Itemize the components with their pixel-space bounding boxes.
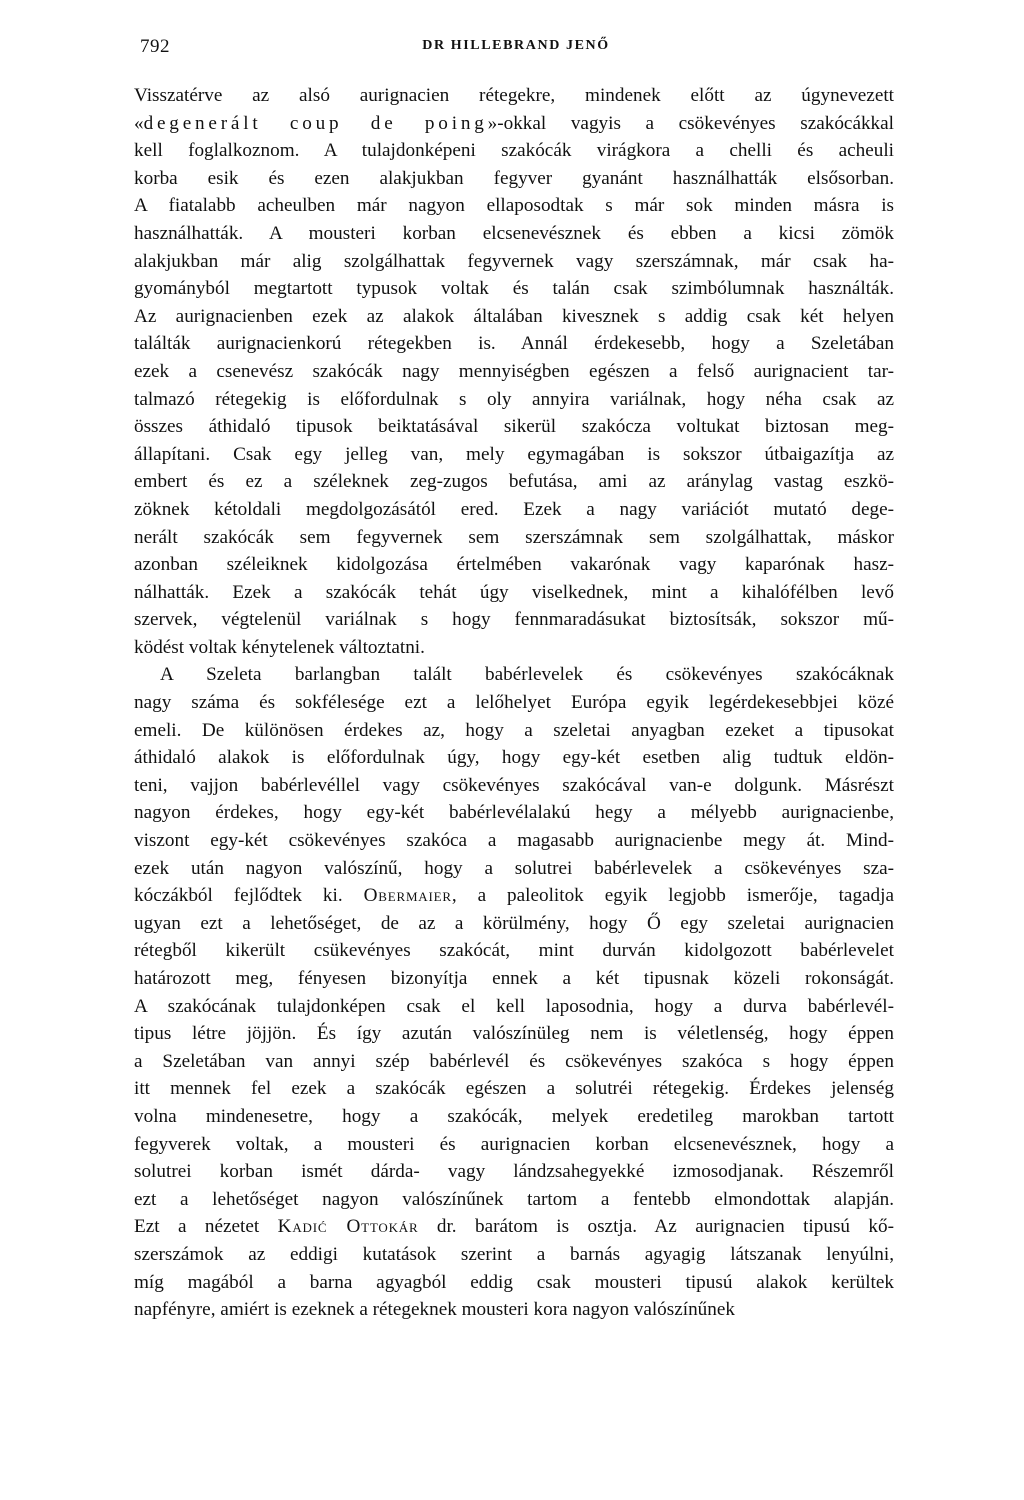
line-text: rétegből kikerült csükevényes szakócát, mint durván kidolgozott babérlevelet: [134, 940, 894, 962]
text-line: [134, 1213, 894, 1241]
paragraph: [134, 661, 894, 1323]
text-line: [134, 1075, 894, 1103]
text-line: [134, 496, 894, 524]
line-text: gyományból megtartott typusok voltak és talán csak szimbólumnak használták.: [134, 278, 894, 300]
line-text: volna mindenesetre, hogy a szakócák, melyek eredetileg marokban tartott: [134, 1105, 894, 1127]
text-line: [134, 275, 894, 303]
text-line: [134, 1158, 894, 1186]
text-line: [134, 137, 894, 165]
text-line: [134, 1048, 894, 1076]
line-text: A fiatalabb acheulben már nagyon ellaposodtak s már sok minden másra is: [134, 195, 894, 217]
line-text: Visszatérve az alsó aurignacien rétegekre, mindenek előtt az úgynevezett: [134, 85, 894, 106]
line-text: ködést voltak kénytelenek változtatni.: [134, 636, 425, 658]
text-line: [134, 82, 894, 110]
line-text: zöknek kétoldali megdolgozásától ered. Ezek a nagy variációt mutató dege-: [134, 498, 894, 520]
line-text: A szakócának tulajdonképen csak el kell laposodnia, hogy a durva babérlevél-: [134, 995, 894, 1017]
line-text: találták aurignacienkorú rétegekben is. Annál érdekesebb, hogy a Szeletában: [134, 333, 894, 355]
spaced-term: degenerált coup de poing: [143, 112, 488, 134]
line-text: nagyon érdekes, hogy egy-két babérlevélalakú hegy a mélyebb aurignacienbe,: [134, 802, 894, 824]
text-line: [134, 1103, 894, 1131]
text-line: [134, 1131, 894, 1159]
author-name: Obermaier: [363, 885, 452, 907]
text-line: [134, 1020, 894, 1048]
line-text-continued: , a paleolitok egyik legjobb ismerője, tagadja: [451, 885, 894, 907]
line-text: talmazó rétegekig is előfordulnak s oly annyira variálnak, hogy néha csak az: [134, 388, 894, 410]
text-line: [134, 330, 894, 358]
line-text: összes áthidaló tipusok beiktatásával sikerül szakócza voltukat biztosan meg-: [134, 416, 894, 438]
text-line: [134, 248, 894, 276]
line-text: ezt a lehetőséget nagyon valószínűnek tartom a fentebb elmondottak alapján.: [134, 1188, 894, 1210]
line-text: a Szeletában van annyi szép babérlevél és csökevényes szakóca s hogy éppen: [134, 1050, 894, 1072]
line-text: határozott meg, fényesen bizonyítja ennek a két tipusnak közeli rokonságát.: [134, 968, 894, 989]
text-line: [134, 579, 894, 607]
line-text: tipus létre jöjjön. És így azután valószínüleg nem is véletlenség, hogy éppen: [134, 1023, 894, 1045]
body-text: [134, 82, 894, 1324]
page-header: [140, 36, 892, 64]
text-line: [134, 772, 894, 800]
text-line: [134, 634, 894, 662]
line-text: itt mennek fel ezek a szakócák egészen a solutréi rétegekig. Érdekes jelenség: [134, 1078, 894, 1100]
line-text: szervek, végtelenül variálnak s hogy fennmaradásukat biztosítsák, sokszor mű-: [134, 609, 894, 631]
text-line: [134, 717, 894, 745]
text-line: [134, 110, 894, 138]
line-text: nerált szakócák sem fegyvernek sem szerszámnak sem szolgálhattak, máskor: [134, 526, 894, 548]
text-line: [134, 799, 894, 827]
line-text: míg magából a barna agyagból eddig csak mousteri tipusú alakok kerültek: [134, 1271, 894, 1293]
text-line: [134, 993, 894, 1021]
text-line: [134, 937, 894, 965]
paragraph: [134, 82, 894, 661]
text-line: [134, 551, 894, 579]
line-text: szerszámok az eddigi kutatások szerint a barnás agyagig látszanak lenyúlni,: [134, 1243, 894, 1265]
page-number: 792: [140, 36, 170, 57]
text-line: [134, 744, 894, 772]
text-line: [134, 965, 894, 993]
line-text: solutrei korban ismét dárda- vagy lándzsahegyekké izmosodjanak. Részemről: [134, 1161, 894, 1183]
text-line: [134, 468, 894, 496]
quote-mark: «: [134, 112, 144, 134]
line-text: kóczákból fejlődtek ki.: [134, 885, 364, 907]
text-line: [134, 358, 894, 386]
text-line: [134, 1186, 894, 1214]
text-line: [134, 1241, 894, 1269]
line-text: ezek után nagyon valószínű, hogy a solutrei babérlevelek a csökevényes sza-: [134, 857, 894, 879]
text-line: [134, 827, 894, 855]
line-text: fegyverek voltak, a mousteri és aurignacien korban elcsenevésznek, hogy a: [134, 1133, 894, 1155]
line-text: A Szeleta barlangban talált babérlevelek és csökevényes szakócáknak: [160, 664, 894, 686]
line-text: állapítani. Csak egy jelleg van, mely egymagában is sokszor útbaigazítja az: [134, 443, 894, 465]
text-line: [134, 855, 894, 883]
author-name: Kadić Ottokár: [277, 1216, 419, 1238]
text-line: [134, 1269, 894, 1297]
line-text: áthidaló alakok is előfordulnak úgy, hogy egy-két esetben alig tudtuk eldön-: [134, 747, 894, 769]
line-text: Az aurignacienben ezek az alakok általában kivesznek s addig csak két helyen: [134, 305, 894, 327]
line-text: használhatták. A mousteri korban elcsenevésznek és ebben a kicsi zömök: [134, 222, 894, 244]
line-text: ezek a csenevész szakócák nagy mennyiségben egészen a felső aurignacient tar-: [134, 360, 894, 382]
line-text-continued: dr. barátom is osztja. Az aurignacien tipusú kő-: [418, 1216, 895, 1238]
text-line: [134, 524, 894, 552]
text-line: [134, 882, 894, 910]
text-line: [134, 413, 894, 441]
line-text: nálhatták. Ezek a szakócák tehát úgy viselkednek, mint a kihalófélben levő: [134, 581, 894, 603]
line-text: teni, vajjon babérlevéllel vagy csökevényes szakócával van-e dolgunk. Másrészt: [134, 774, 894, 796]
line-text: emeli. De különösen érdekes az, hogy a szeletai anyagban ezeket a tipusokat: [134, 719, 894, 741]
text-line: [134, 165, 894, 193]
line-text: napfényre, amiért is ezeknek a rétegeknek mousteri kora nagyon valószínűnek: [134, 1299, 735, 1321]
line-text: nagy száma és sokfélesége ezt a lelőhelyet Európa egyik legérdekesebbjei közé: [134, 692, 894, 714]
text-line: [134, 689, 894, 717]
text-line: [134, 220, 894, 248]
line-text: ugyan ezt a lehetőséget, de az a körülmény, hogy Ő egy szeletai aurignacien: [134, 912, 894, 934]
text-line: [134, 606, 894, 634]
running-head: DR HILLEBRAND JENŐ: [422, 38, 610, 53]
text-line: [134, 303, 894, 331]
line-text: embert és ez a széleknek zeg-zugos befutása, ami az aránylag vastag eszkö-: [134, 471, 894, 493]
line-text: »-okkal vagyis a csökevényes szakócákkal: [487, 112, 894, 134]
text-line: [134, 441, 894, 469]
line-text: Ezt a nézetet: [134, 1216, 278, 1238]
line-text: alakjukban már alig szolgálhattak fegyvernek vagy szerszámnak, már csak ha-: [134, 250, 894, 272]
text-line: [134, 1296, 894, 1324]
text-line: [134, 661, 894, 689]
text-line: [134, 910, 894, 938]
text-line: [134, 192, 894, 220]
line-text: viszont egy-két csökevényes szakóca a magasabb aurignacienbe megy át. Mind-: [134, 830, 894, 852]
line-text: azonban széleiknek kidolgozása értelmében vakarónak vagy kaparónak hasz-: [134, 554, 894, 576]
line-text: korba esik és ezen alakjukban fegyver gyanánt használhatták elsősorban.: [134, 167, 894, 189]
text-line: [134, 386, 894, 414]
line-text: kell foglalkoznom. A tulajdonképeni szakócák virágkora a chelli és acheuli: [134, 140, 894, 162]
